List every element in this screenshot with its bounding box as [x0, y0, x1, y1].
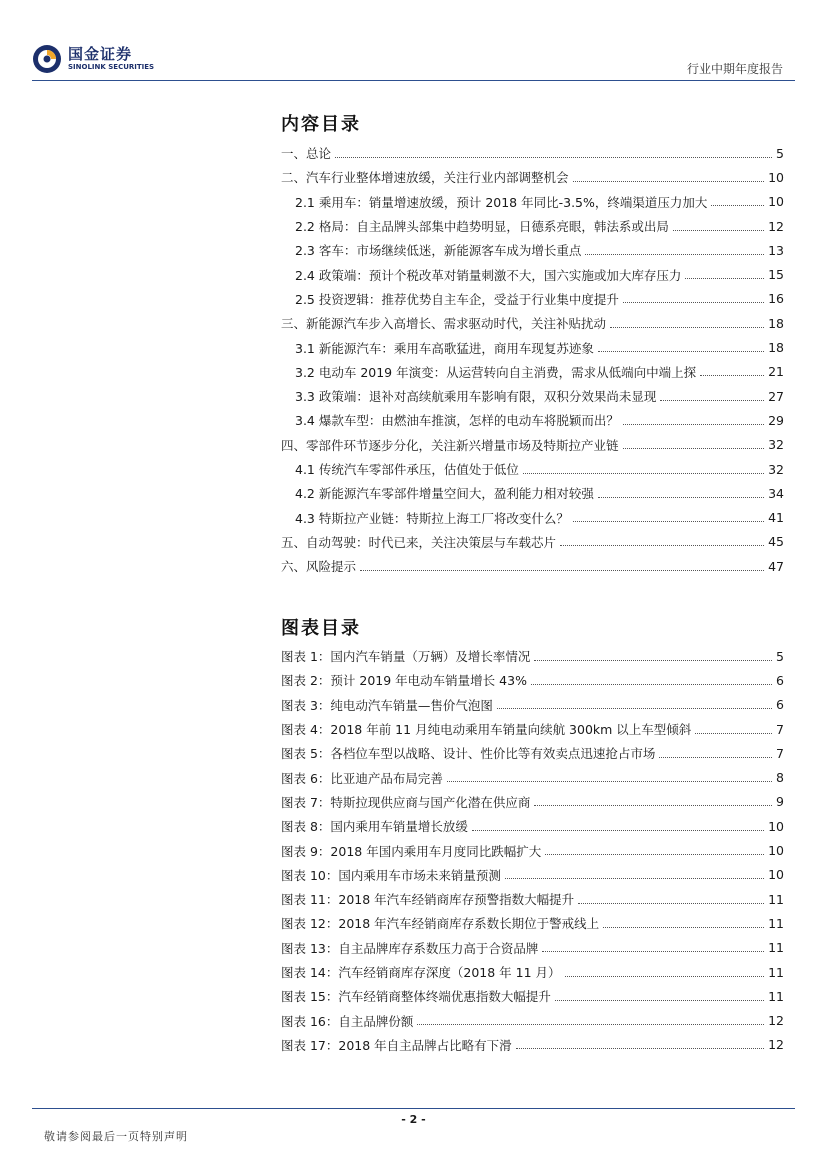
toc-entry[interactable] — [281, 360, 784, 384]
leader-dots — [623, 302, 764, 303]
toc-entry[interactable] — [281, 238, 784, 262]
figure-entry-label: 图表 5：各档位车型以战略、设计、性价比等有效卖点迅速抢占市场 — [281, 746, 656, 762]
figure-entry-label: 图表 16：自主品牌份额 — [281, 1013, 414, 1029]
leader-dots — [700, 375, 764, 376]
toc-list — [281, 141, 784, 578]
figure-entry-page: 5 — [774, 649, 784, 664]
figure-entry[interactable] — [281, 814, 784, 838]
leader-dots — [673, 230, 764, 231]
figure-entry-page: 8 — [774, 770, 784, 785]
toc-entry-label: 2.2 格局：自主品牌头部集中趋势明显，日德系亮眼，韩法系或出局 — [295, 219, 669, 235]
leader-dots — [573, 521, 764, 522]
figure-entry[interactable] — [281, 693, 784, 717]
toc-entry-page: 41 — [768, 510, 784, 526]
figure-entry[interactable] — [281, 717, 784, 741]
figure-entry-label: 图表 2：预计 2019 年电动车销量增长 43% — [281, 673, 527, 689]
leader-dots — [555, 1000, 764, 1001]
toc-entry[interactable] — [281, 335, 784, 359]
leader-dots — [560, 545, 764, 546]
figure-entry-label: 图表 7：特斯拉现供应商与国产化潜在供应商 — [281, 794, 531, 810]
toc-entry[interactable] — [281, 433, 784, 457]
toc-entry-label: 三、新能源汽车步入高增长、需求驱动时代，关注补贴扰动 — [281, 316, 607, 332]
toc-entry[interactable] — [281, 481, 784, 505]
figure-entry[interactable] — [281, 741, 784, 765]
toc-entry-page: 10 — [768, 169, 784, 185]
report-type: 行业中期年度报告 — [686, 62, 783, 76]
figure-entry-page: 10 — [768, 867, 784, 883]
figure-entry-page: 12 — [768, 1037, 784, 1053]
toc-entry-page: 32 — [768, 437, 784, 453]
leader-dots — [360, 570, 764, 571]
leader-dots — [660, 400, 764, 401]
leader-dots — [523, 473, 764, 474]
figure-entry[interactable] — [281, 790, 784, 814]
figure-entry-page: 11 — [768, 988, 784, 1004]
figure-entry[interactable] — [281, 936, 784, 960]
figure-entry[interactable] — [281, 668, 784, 692]
figure-entry-page: 11 — [768, 915, 784, 931]
figure-entry[interactable] — [281, 644, 784, 668]
toc-entry[interactable] — [281, 214, 784, 238]
logo-cn-text: 国金证券 — [68, 45, 133, 63]
leader-dots — [534, 660, 772, 661]
figure-entry[interactable] — [281, 960, 784, 984]
figure-entry[interactable] — [281, 1033, 784, 1057]
toc-entry-label: 3.2 电动车 2019 年演变：从运营转向自主消费，需求从低端向中端上探 — [295, 364, 697, 380]
figures-list — [281, 644, 784, 1057]
toc-entry-label: 3.4 爆款车型：由燃油车推演，怎样的电动车将脱颖而出？ — [295, 413, 619, 429]
leader-dots — [447, 781, 772, 782]
figure-entry[interactable] — [281, 1008, 784, 1032]
figure-entry-label: 图表 1：国内汽车销量（万辆）及增长率情况 — [281, 649, 531, 665]
sinolink-logo-icon — [32, 44, 62, 74]
leader-dots — [565, 976, 765, 977]
figure-entry-page: 7 — [774, 746, 784, 761]
figure-entry-label: 图表 3：纯电动汽车销量—售价气泡图 — [281, 697, 493, 713]
leader-dots — [711, 205, 764, 206]
toc-entry-page: 47 — [768, 558, 784, 574]
figures-title: 图表目录 — [281, 618, 361, 639]
figure-entry-label: 图表 4：2018 年前 11 月纯电动乘用车销量向续航 300km 以上车型倾斜 — [281, 722, 692, 738]
leader-dots — [534, 805, 772, 806]
figure-entry[interactable] — [281, 863, 784, 887]
leader-dots — [695, 733, 772, 734]
figure-entry-label: 图表 17：2018 年自主品牌占比略有下滑 — [281, 1037, 512, 1053]
leader-dots — [516, 1048, 764, 1049]
figure-entry-label: 图表 9：2018 年国内乘用车月度同比跌幅扩大 — [281, 843, 542, 859]
leader-dots — [335, 157, 772, 158]
leader-dots — [598, 351, 764, 352]
page-number: - 2 - — [401, 1113, 426, 1126]
toc-entry[interactable] — [281, 287, 784, 311]
toc-entry-label: 3.3 政策端：退补对高续航乘用车影响有限，双积分效果尚未显现 — [295, 389, 657, 405]
figure-entry-page: 10 — [768, 818, 784, 834]
toc-entry-page: 5 — [774, 146, 784, 161]
toc-entry-page: 18 — [768, 340, 784, 356]
toc-entry-label: 4.1 传统汽车零部件承压，估值处于低位 — [295, 462, 519, 477]
leader-dots — [573, 181, 765, 182]
toc-entry[interactable] — [281, 190, 784, 214]
toc-entry[interactable] — [281, 165, 784, 189]
toc-entry-page: 15 — [768, 267, 784, 283]
figure-entry-page: 9 — [774, 794, 784, 809]
figure-entry-label: 图表 6：比亚迪产品布局完善 — [281, 770, 443, 786]
leader-dots — [545, 854, 764, 855]
toc-entry-label: 五、自动驾驶：时代已来，关注决策层与车载芯片 — [281, 534, 557, 550]
leader-dots — [585, 254, 764, 255]
leader-dots — [542, 951, 764, 952]
toc-entry-page: 45 — [768, 534, 784, 550]
leader-dots — [603, 927, 764, 928]
figure-entry-label: 图表 15：汽车经销商整体终端优惠指数大幅提升 — [281, 989, 551, 1005]
toc-entry-label: 一、总论 — [281, 146, 332, 162]
toc-entry[interactable] — [281, 457, 784, 481]
figure-entry[interactable] — [281, 838, 784, 862]
leader-dots — [659, 757, 772, 758]
logo-en-text: SINOLINK SECURITIES — [68, 63, 155, 71]
toc-entry-page: 18 — [768, 315, 784, 331]
toc-entry[interactable] — [281, 408, 784, 432]
toc-entry-label: 2.1 乘用车：销量增速放缓，预计 2018 年同比-3.5%，终端渠道压力加大 — [295, 194, 708, 210]
company-logo — [32, 44, 154, 74]
toc-entry-page: 12 — [768, 218, 784, 234]
leader-dots — [578, 903, 764, 904]
figure-entry-label: 图表 10：国内乘用车市场未来销量预测 — [281, 867, 501, 883]
toc-entry-page: 21 — [768, 364, 784, 380]
figure-entry-page: 11 — [768, 964, 784, 980]
figure-entry-label: 图表 14：汽车经销商库存深度（2018 年 11 月） — [281, 965, 561, 980]
leader-dots — [497, 708, 772, 709]
toc-entry-label: 2.3 客车：市场继续低迷，新能源客车成为增长重点 — [295, 243, 582, 259]
toc-entry[interactable] — [281, 384, 784, 408]
leader-dots — [417, 1024, 764, 1025]
toc-entry-label: 六、风险提示 — [281, 559, 357, 575]
leader-dots — [685, 278, 764, 279]
leader-dots — [531, 684, 772, 685]
toc-title: 内容目录 — [281, 114, 361, 135]
figure-entry-page: 10 — [768, 843, 784, 859]
figure-entry-page: 6 — [774, 697, 784, 712]
toc-entry-page: 13 — [768, 242, 784, 258]
toc-entry-page: 34 — [768, 485, 784, 501]
figure-entry-label: 图表 12：2018 年汽车经销商库存系数长期位于警戒线上 — [281, 916, 600, 932]
figure-entry[interactable] — [281, 911, 784, 935]
disclaimer: 敬请参阅最后一页特别声明 — [44, 1130, 188, 1143]
toc-entry-page: 27 — [768, 388, 784, 404]
leader-dots — [623, 424, 764, 425]
figure-entry-page: 11 — [768, 940, 784, 956]
leader-dots — [505, 878, 764, 879]
toc-entry-label: 四、零部件环节逐步分化，关注新兴增量市场及特斯拉产业链 — [281, 437, 619, 453]
figure-entry[interactable] — [281, 765, 784, 789]
figure-entry-label: 图表 8：国内乘用车销量增长放缓 — [281, 819, 468, 835]
toc-entry-page: 29 — [768, 412, 784, 428]
figure-entry-page: 7 — [774, 722, 784, 737]
toc-entry[interactable] — [281, 554, 784, 578]
toc-entry[interactable] — [281, 311, 784, 335]
toc-entry[interactable] — [281, 141, 784, 165]
toc-entry-label: 4.3 特斯拉产业链：特斯拉上海工厂将改变什么？ — [295, 510, 569, 526]
leader-dots — [472, 830, 764, 831]
toc-entry[interactable] — [281, 530, 784, 554]
figure-entry-page: 6 — [774, 673, 784, 688]
toc-entry-label: 3.1 新能源汽车：乘用车高歌猛进，商用车现复苏迹象 — [295, 340, 594, 356]
figure-entry-page: 12 — [768, 1013, 784, 1029]
toc-entry-label: 二、汽车行业整体增速放缓，关注行业内部调整机会 — [281, 170, 569, 186]
figure-entry[interactable] — [281, 887, 784, 911]
toc-entry-page: 10 — [768, 194, 784, 210]
leader-dots — [610, 327, 764, 328]
toc-entry[interactable] — [281, 262, 784, 286]
toc-entry-page: 16 — [768, 291, 784, 307]
figure-entry-page: 11 — [768, 891, 784, 907]
toc-entry-label: 4.2 新能源汽车零部件增量空间大，盈利能力相对较强 — [295, 486, 594, 502]
toc-entry-label: 2.4 政策端：预计个税改革对销量刺激不大，国六实施或加大库存压力 — [295, 267, 682, 283]
leader-dots — [623, 448, 765, 449]
toc-entry[interactable] — [281, 505, 784, 529]
toc-entry-label: 2.5 投资逻辑：推荐优势自主车企，受益于行业集中度提升 — [295, 291, 619, 307]
toc-entry-page: 32 — [768, 461, 784, 477]
page-header — [0, 0, 827, 84]
leader-dots — [598, 497, 764, 498]
footer-divider — [32, 1108, 795, 1109]
figure-entry-label: 图表 11：2018 年汽车经销商库存预警指数大幅提升 — [281, 892, 575, 908]
figure-entry-label: 图表 13：自主品牌库存系数压力高于合资品牌 — [281, 940, 539, 956]
figure-entry[interactable] — [281, 984, 784, 1008]
header-divider — [32, 80, 795, 81]
